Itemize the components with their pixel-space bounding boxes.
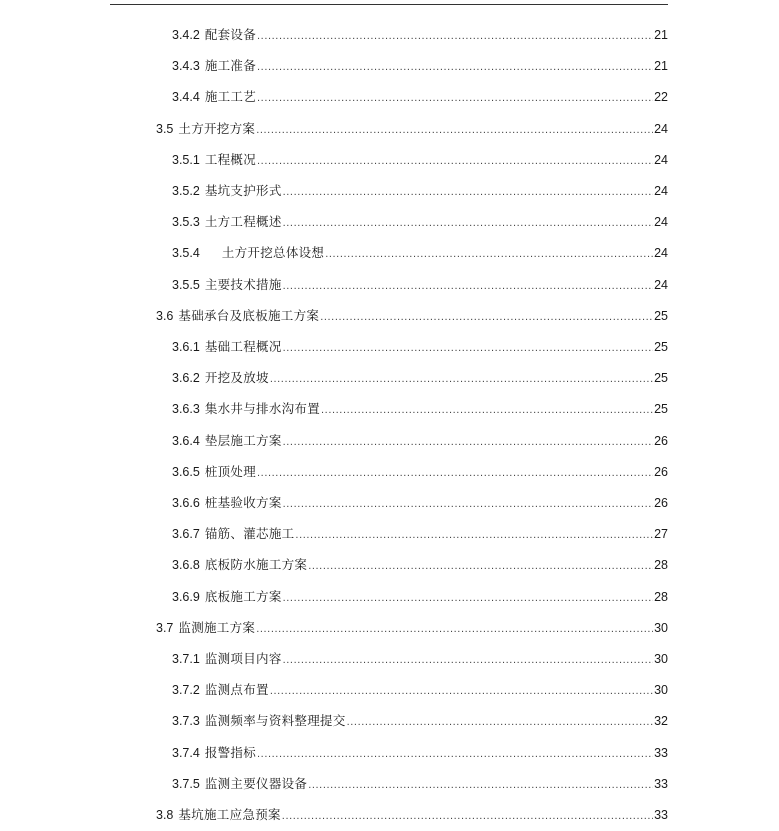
toc-entry-number: 3.8 xyxy=(156,808,174,822)
toc-dot-leader xyxy=(320,307,653,327)
toc-entry-page-number: 33 xyxy=(654,776,668,791)
toc-subsection-entry[interactable] xyxy=(172,275,668,295)
toc-entry-title: 施工工艺 xyxy=(204,89,257,105)
toc-entry-title: 土方开挖总体设想 xyxy=(221,245,325,261)
toc-entry-title: 配套设备 xyxy=(204,27,257,42)
toc-subsection-entry[interactable] xyxy=(172,243,668,263)
toc-entry-page-number: 26 xyxy=(654,496,668,510)
toc-subsection-entry[interactable] xyxy=(172,493,668,513)
toc-entry-page-number: 25 xyxy=(654,308,668,323)
toc-subsection-entry[interactable] xyxy=(172,587,668,607)
toc-subsection-entry[interactable] xyxy=(172,680,668,700)
toc-entry-number: 3.6.9 xyxy=(172,589,200,604)
toc-subsection-entry[interactable] xyxy=(172,743,668,763)
toc-entry-page-number: 24 xyxy=(654,215,668,230)
toc-entry-title: 基础承台及底板施工方案 xyxy=(178,307,320,323)
toc-subsection-entry[interactable] xyxy=(172,711,668,731)
toc-dot-leader xyxy=(283,588,653,608)
toc-entry-page-number: 28 xyxy=(654,589,668,604)
toc-subsection-entry[interactable] xyxy=(172,431,668,451)
toc-entry-title: 报警指标 xyxy=(204,744,257,760)
toc-entry-number: 3.6.4 xyxy=(172,433,200,448)
toc-entry-number: 3.6.6 xyxy=(172,496,200,510)
toc-subsection-entry[interactable] xyxy=(172,399,668,419)
toc-entry-number: 3.6.5 xyxy=(172,464,200,479)
toc-dot-leader xyxy=(256,120,653,140)
toc-dot-leader xyxy=(257,744,653,764)
toc-entry-title: 监测频率与资料整理提交 xyxy=(204,713,346,729)
toc-entry-title: 土方开挖方案 xyxy=(178,120,256,136)
toc-dot-leader xyxy=(257,88,653,108)
toc-entry-title: 集水井与排水沟布置 xyxy=(204,401,321,417)
toc-entry-page-number: 30 xyxy=(654,652,668,666)
toc-dot-leader xyxy=(283,213,653,233)
toc-entry-title: 工程概况 xyxy=(204,151,257,167)
toc-entry-page-number: 21 xyxy=(654,28,668,42)
toc-entry-number: 3.7 xyxy=(156,620,174,635)
toc-entry-page-number: 33 xyxy=(654,745,668,760)
toc-dot-leader xyxy=(256,619,653,639)
toc-entry-number: 3.5.4 xyxy=(172,246,200,261)
toc-entry-number: 3.6.8 xyxy=(172,558,200,573)
toc-entry-page-number: 24 xyxy=(654,184,668,198)
toc-entry-title: 土方工程概述 xyxy=(204,214,282,230)
toc-entry-number: 3.6.7 xyxy=(172,527,200,542)
toc-entry-page-number: 24 xyxy=(654,121,668,136)
toc-entry-page-number: 28 xyxy=(654,558,668,573)
toc-subsection-entry[interactable] xyxy=(172,774,668,794)
toc-dot-leader xyxy=(283,338,653,358)
toc-entry-number: 3.6.2 xyxy=(172,371,200,386)
toc-entry-title: 监测项目内容 xyxy=(204,651,282,666)
toc-entry-page-number: 25 xyxy=(654,371,668,386)
toc-entry-title: 基础工程概况 xyxy=(204,339,282,354)
toc-subsection-entry[interactable] xyxy=(172,368,668,388)
toc-entry-title: 桩顶处理 xyxy=(204,463,257,479)
header-rule xyxy=(110,4,668,5)
toc-dot-leader xyxy=(325,244,653,264)
toc-subsection-entry[interactable] xyxy=(172,337,668,357)
toc-entry-page-number: 24 xyxy=(654,246,668,261)
toc-entry-number: 3.5.2 xyxy=(172,184,200,198)
toc-dot-leader xyxy=(295,525,653,545)
toc-section-entry[interactable] xyxy=(156,618,668,638)
toc-entry-page-number: 30 xyxy=(654,683,668,698)
toc-entry-number: 3.5.5 xyxy=(172,277,200,292)
toc-entry-page-number: 21 xyxy=(654,59,668,74)
toc-entry-page-number: 27 xyxy=(654,527,668,542)
toc-subsection-entry[interactable] xyxy=(172,56,668,76)
toc-entry-title: 主要技术措施 xyxy=(204,276,282,292)
toc-dot-leader xyxy=(347,712,653,732)
toc-dot-leader xyxy=(257,26,653,46)
toc-entry-number: 3.6.3 xyxy=(172,402,200,417)
toc-section-entry[interactable] xyxy=(156,119,668,139)
toc-entry-title: 锚筋、灌芯施工 xyxy=(204,526,295,542)
toc-entry-number: 3.6 xyxy=(156,308,174,323)
toc-entry-number: 3.6.1 xyxy=(172,340,200,354)
toc-dot-leader xyxy=(308,556,653,576)
toc-entry-page-number: 24 xyxy=(654,152,668,167)
toc-entry-title: 底板施工方案 xyxy=(204,588,282,604)
toc-subsection-entry[interactable] xyxy=(172,555,668,575)
toc-entry-number: 3.7.3 xyxy=(172,714,200,729)
toc-dot-leader xyxy=(283,432,653,452)
toc-dot-leader xyxy=(257,151,653,171)
toc-subsection-entry[interactable] xyxy=(172,87,668,107)
toc-entry-title: 监测主要仪器设备 xyxy=(204,775,308,791)
toc-entry-page-number: 33 xyxy=(654,808,668,822)
toc-dot-leader xyxy=(283,494,653,514)
toc-entry-title: 监测施工方案 xyxy=(178,619,256,635)
toc-entry-number: 3.7.5 xyxy=(172,776,200,791)
toc-entry-number: 3.4.4 xyxy=(172,90,200,105)
toc-dot-leader xyxy=(283,276,653,296)
toc-dot-leader xyxy=(308,775,653,795)
toc-section-entry[interactable] xyxy=(156,306,668,326)
toc-subsection-entry[interactable] xyxy=(172,150,668,170)
toc-entry-page-number: 24 xyxy=(654,277,668,292)
toc-dot-leader xyxy=(257,463,653,483)
toc-entry-number: 3.4.2 xyxy=(172,28,200,42)
toc-entry-title: 桩基验收方案 xyxy=(204,495,282,510)
toc-entry-title: 底板防水施工方案 xyxy=(204,557,308,573)
toc-dot-leader xyxy=(283,182,653,202)
toc-subsection-entry[interactable] xyxy=(172,649,668,669)
toc-entry-number: 3.5 xyxy=(156,121,174,136)
toc-dot-leader xyxy=(321,400,653,420)
toc-entry-title: 开挖及放坡 xyxy=(204,370,269,386)
toc-subsection-entry[interactable] xyxy=(172,524,668,544)
toc-entry-title: 施工准备 xyxy=(204,58,257,74)
toc-entry-page-number: 22 xyxy=(654,90,668,105)
toc-entry-number: 3.5.1 xyxy=(172,152,200,167)
toc-entry-number: 3.7.4 xyxy=(172,745,200,760)
toc-entry-number: 3.4.3 xyxy=(172,59,200,74)
toc-entry-page-number: 32 xyxy=(654,714,668,729)
toc-entry-page-number: 25 xyxy=(654,340,668,354)
toc-subsection-entry[interactable] xyxy=(172,212,668,232)
toc-dot-leader xyxy=(257,57,653,77)
toc-entry-page-number: 26 xyxy=(654,433,668,448)
toc-entry-title: 基坑支护形式 xyxy=(204,183,282,198)
toc-entry-number: 3.7.1 xyxy=(172,652,200,666)
toc-entry-number: 3.5.3 xyxy=(172,215,200,230)
toc-entry-page-number: 25 xyxy=(654,402,668,417)
toc-entry-number: 3.7.2 xyxy=(172,683,200,698)
toc-section-entry[interactable] xyxy=(156,805,668,825)
toc-subsection-entry[interactable] xyxy=(172,25,668,45)
toc-entry-page-number: 30 xyxy=(654,620,668,635)
toc-dot-leader xyxy=(270,369,653,389)
toc-dot-leader xyxy=(270,681,653,701)
toc-subsection-entry[interactable] xyxy=(172,181,668,201)
toc-dot-leader xyxy=(282,806,653,826)
toc-subsection-entry[interactable] xyxy=(172,462,668,482)
toc-entry-title: 监测点布置 xyxy=(204,682,269,698)
toc-entry-title: 基坑施工应急预案 xyxy=(178,807,281,822)
toc-entry-title: 垫层施工方案 xyxy=(204,432,282,448)
toc-entry-page-number: 26 xyxy=(654,464,668,479)
toc-dot-leader xyxy=(283,650,653,670)
